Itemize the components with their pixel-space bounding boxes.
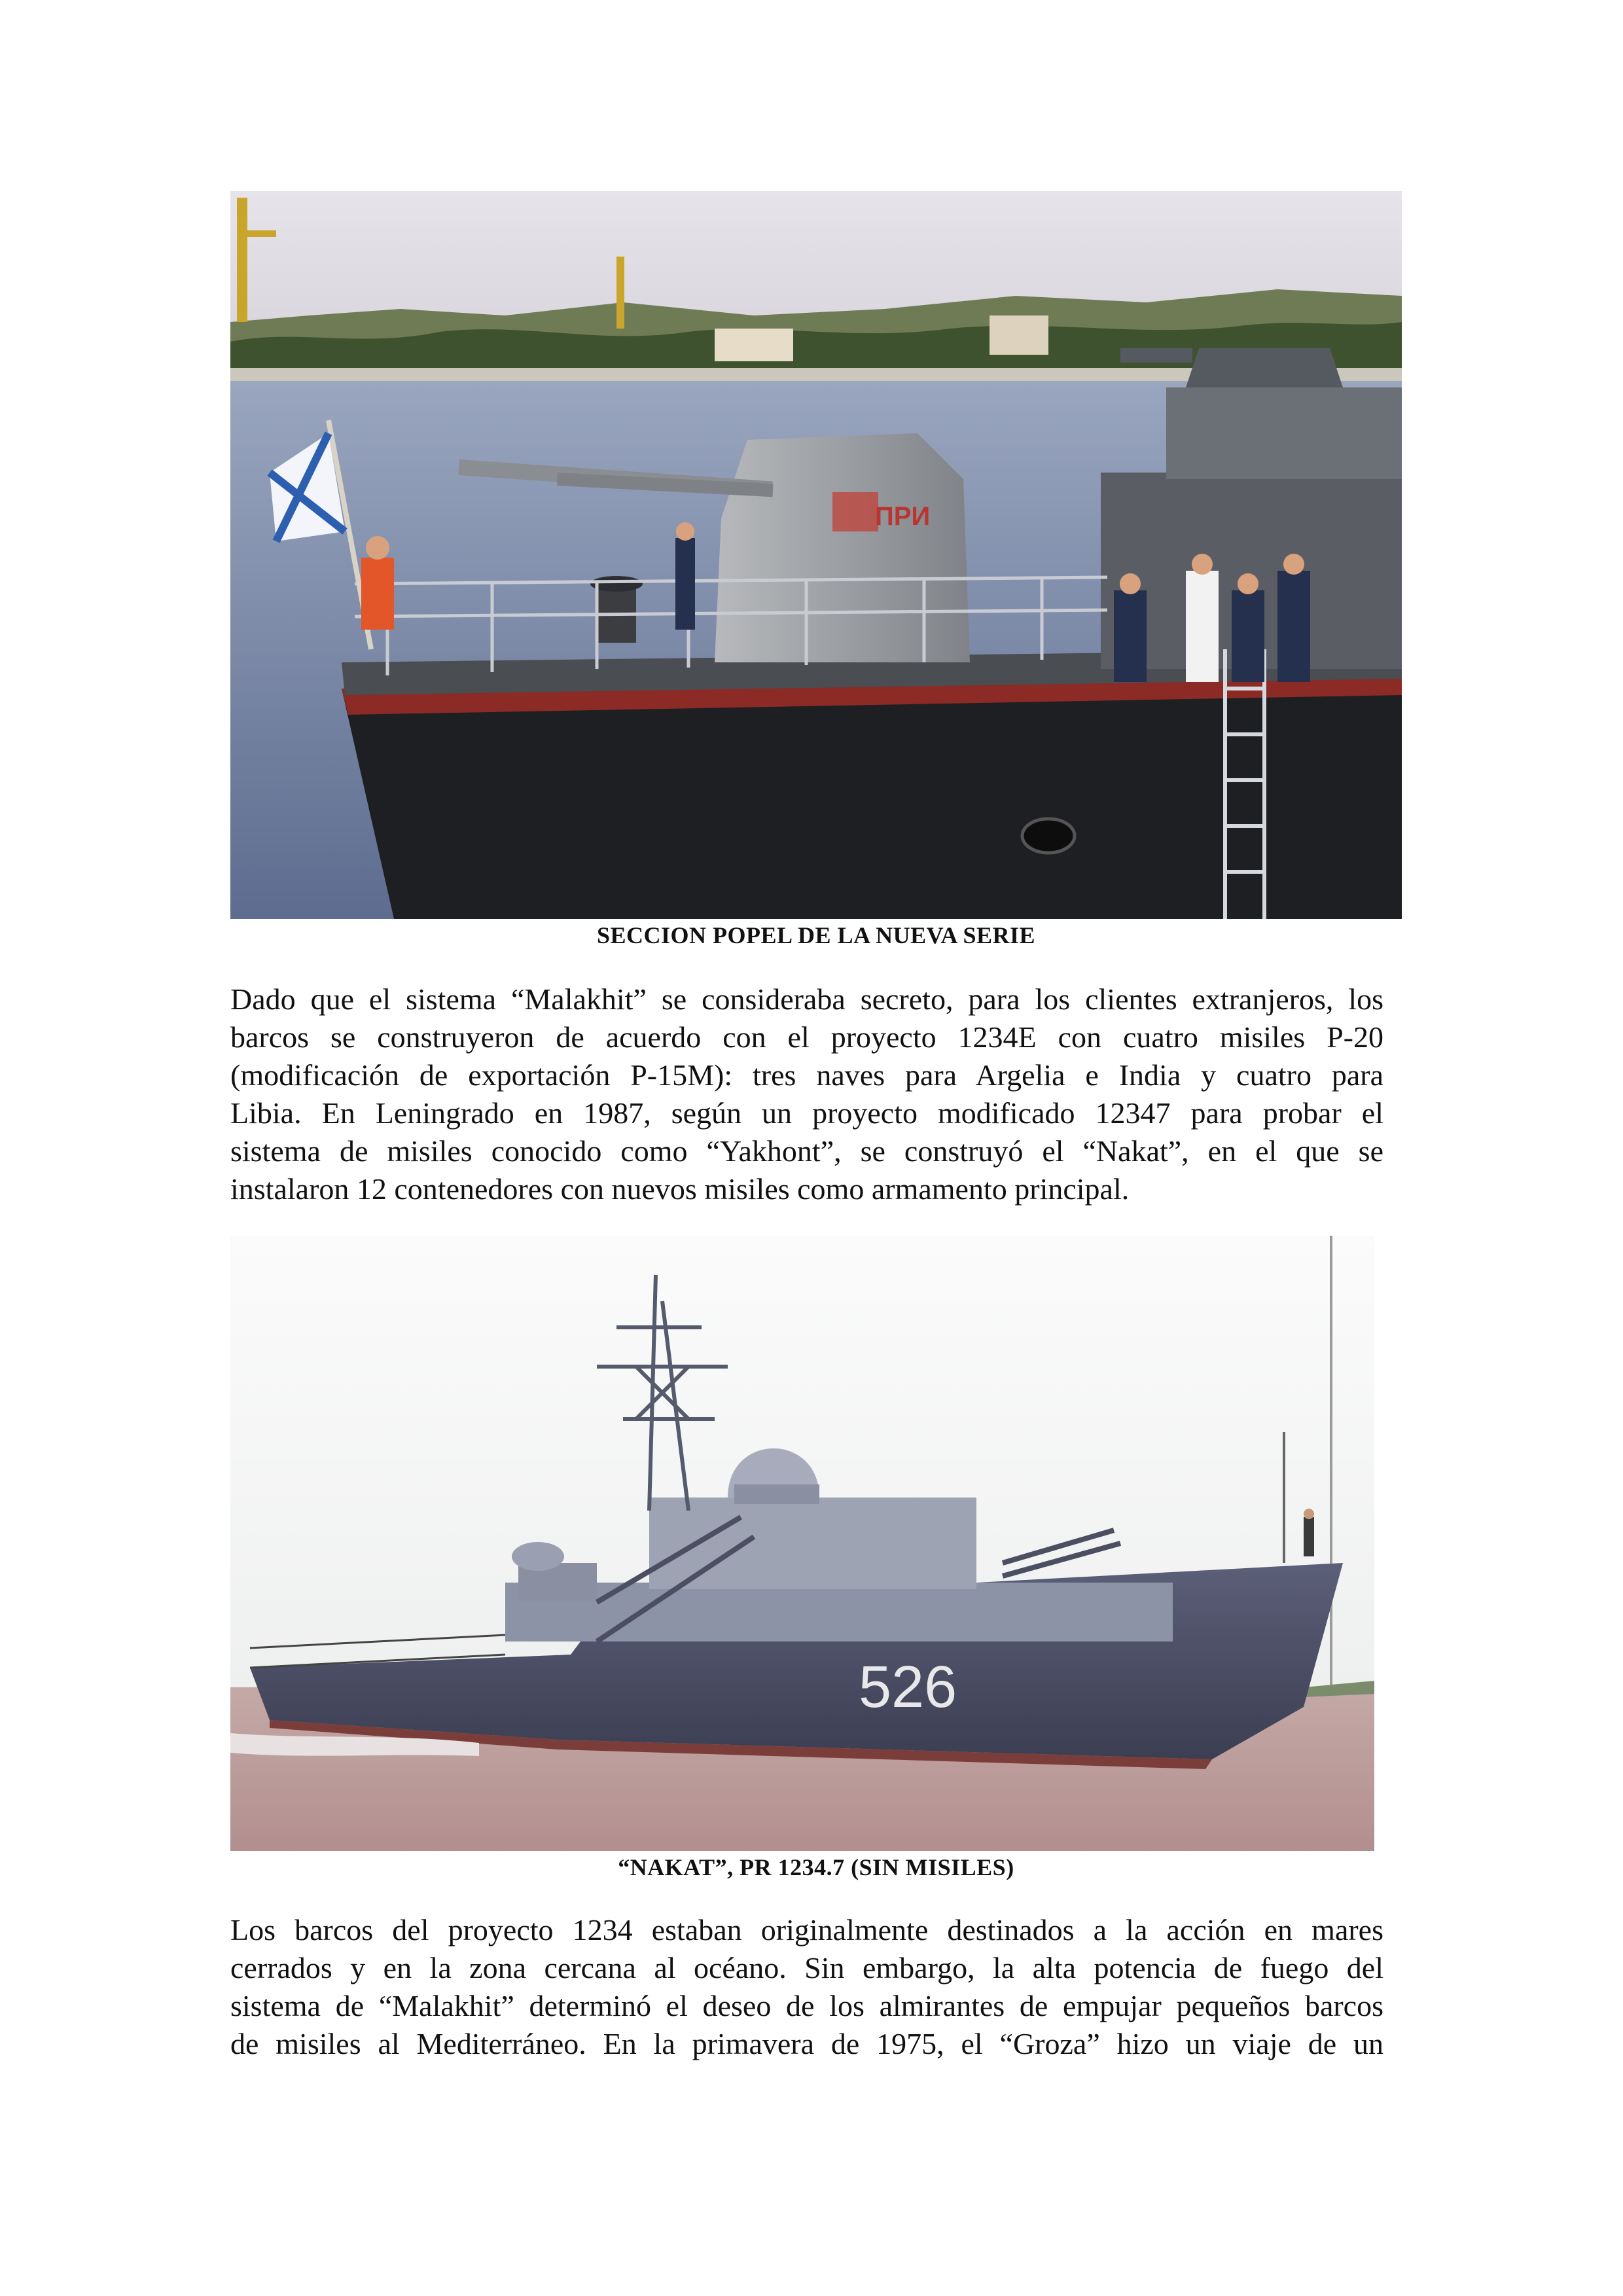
paragraph-1-line: (modificación de exportación P-15M): tres naves para Argelia e India y cuatro para	[230, 1058, 1383, 1092]
paragraph-1-line: Dado que el sistema “Malakhit” se consideraba secreto, para los clientes extranjeros, los	[230, 982, 1383, 1016]
paragraph-1-line: instalaron 12 contenedores con nuevos misiles como armamento principal.	[230, 1172, 1130, 1206]
hull-number-text: 526	[859, 1655, 957, 1720]
paragraph-2	[230, 1911, 1383, 2063]
paragraph-2-line: de misiles al Mediterráneo. En la primavera de 1975, el “Groza” hizo un viaje de un	[230, 2027, 1383, 2060]
paragraph-2-line: cerrados y en la zona cercana al océano. Sin embargo, la alta potencia de fuego del	[230, 1951, 1383, 1984]
nakat-ship-image	[230, 1236, 1374, 1851]
figure2-caption: “NAKAT”, PR 1234.7 (SIN MISILES)	[618, 1854, 1014, 1880]
paragraph-1	[230, 980, 1383, 1208]
paragraph-1-line: sistema de misiles conocido como “Yakhont”, se construyó el “Nakat”, en el que se	[230, 1134, 1383, 1168]
stern-section-image	[230, 191, 1402, 919]
paragraph-1-line: Libia. En Leningrado en 1987, según un proyecto modificado 12347 para probar el	[230, 1096, 1383, 1130]
stern-section-photo	[230, 191, 1402, 919]
gun-markings-text: ПРИ	[875, 502, 931, 531]
paragraph-2-line: sistema de “Malakhit” determinó el deseo de los almirantes de empujar pequeños barcos	[230, 1989, 1383, 2022]
paragraph-1-line: barcos se construyeron de acuerdo con el proyecto 1234E con cuatro misiles P-20	[230, 1020, 1383, 1054]
paragraph-2-line: Los barcos del proyecto 1234 estaban originalmente destinados a la acción en mares	[230, 1913, 1383, 1946]
figure1-caption: SECCION POPEL DE LA NUEVA SERIE	[596, 922, 1036, 948]
nakat-ship-photo	[230, 1236, 1374, 1851]
